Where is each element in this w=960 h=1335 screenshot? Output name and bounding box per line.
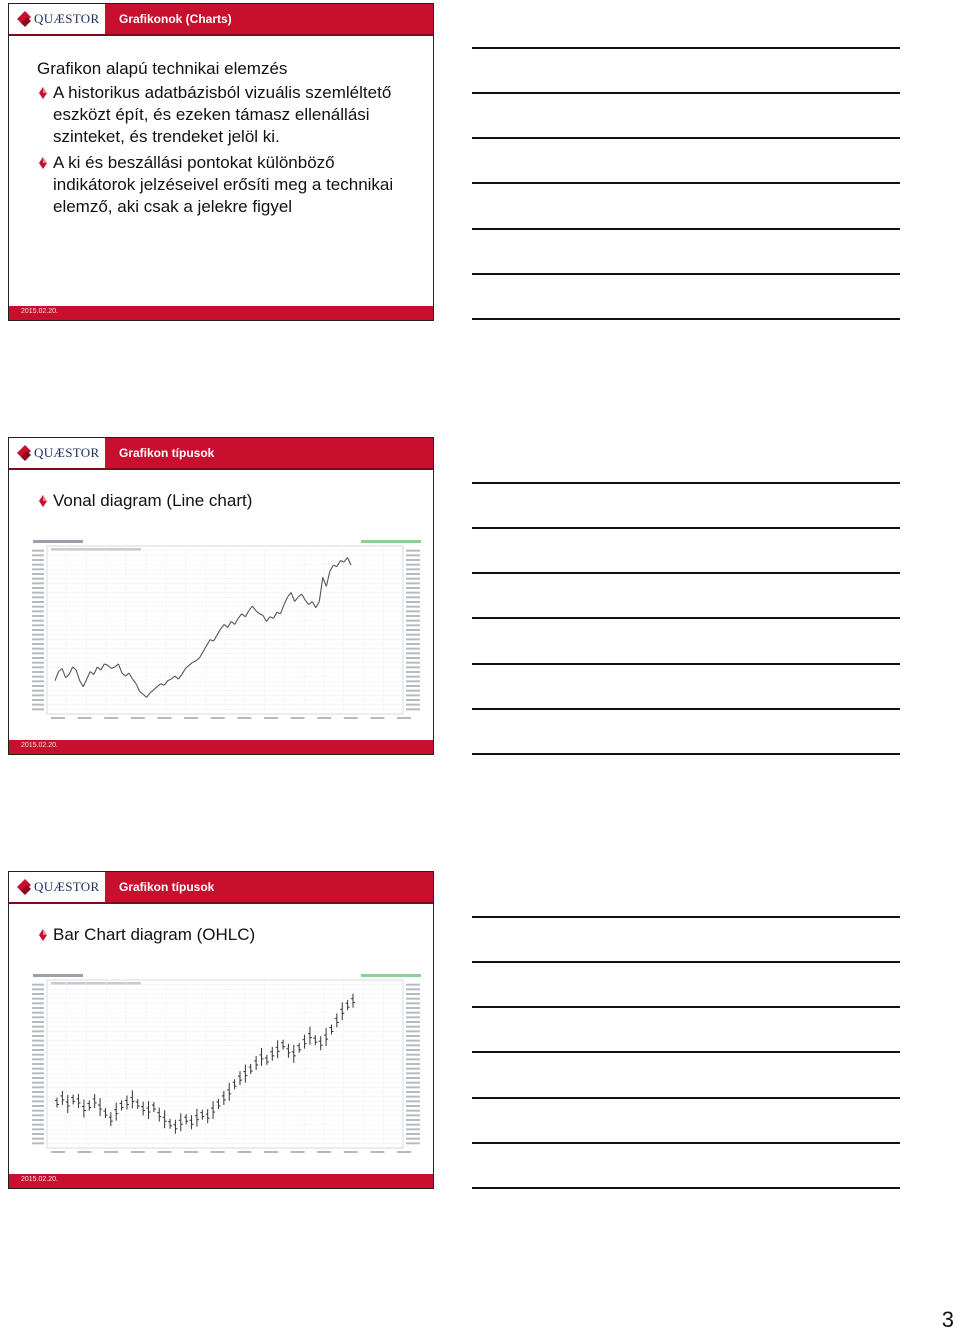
y-tick-right <box>406 634 420 636</box>
y-tick-right <box>406 984 420 986</box>
y-tick-left <box>32 629 44 631</box>
y-tick-left <box>32 568 44 570</box>
note-line <box>472 916 900 918</box>
y-tick-right <box>406 578 420 580</box>
bullet-diamond-icon <box>38 156 48 170</box>
y-tick-left <box>32 685 44 687</box>
y-tick-right <box>406 1091 420 1093</box>
slide-header <box>9 4 433 36</box>
y-tick-right <box>406 1035 420 1037</box>
y-tick-right <box>406 615 420 617</box>
y-tick-right <box>406 993 420 995</box>
y-tick-right <box>406 592 420 594</box>
y-tick-right <box>406 1142 420 1144</box>
note-line <box>472 1006 900 1008</box>
x-tick <box>131 1151 145 1153</box>
quaestor-logo <box>9 872 105 902</box>
y-tick-left <box>32 1110 44 1112</box>
slide-title: Grafikon típusok <box>119 880 215 894</box>
y-tick-left <box>32 550 44 552</box>
y-tick-left <box>32 606 44 608</box>
slide-1 <box>8 3 434 321</box>
note-line <box>472 228 900 230</box>
y-tick-left <box>32 998 44 1000</box>
bullet-text: Bar Chart diagram (OHLC) <box>53 925 256 944</box>
note-line <box>472 273 900 275</box>
y-tick-right <box>406 652 420 654</box>
note-line <box>472 708 900 710</box>
y-tick-right <box>406 1133 420 1135</box>
y-tick-left <box>32 1114 44 1116</box>
y-tick-right <box>406 638 420 640</box>
footer-date: 2015.02.20. <box>21 742 58 749</box>
y-tick-left <box>32 1133 44 1135</box>
y-tick-right <box>406 671 420 673</box>
content-heading: Grafikon alapú technikai elemzés <box>37 59 288 78</box>
note-line <box>472 182 900 184</box>
y-tick-right <box>406 1100 420 1102</box>
y-tick-left <box>32 1002 44 1004</box>
y-tick-right <box>406 666 420 668</box>
y-tick-right <box>406 1044 420 1046</box>
note-line <box>472 617 900 619</box>
y-tick-left <box>32 587 44 589</box>
y-tick-right <box>406 1110 420 1112</box>
y-tick-left <box>32 662 44 664</box>
bullet-list <box>37 82 417 222</box>
notes-lines-3 <box>472 914 902 1214</box>
x-tick <box>291 717 305 719</box>
bullet-item <box>37 82 417 148</box>
slide-2 <box>8 437 434 755</box>
y-tick-right <box>406 1030 420 1032</box>
slide-footer <box>9 1174 433 1188</box>
quaestor-logo <box>9 438 105 468</box>
note-line <box>472 482 900 484</box>
bullet-text: A ki és beszállási pontokat különböző indikátorok jelzéseivel erősíti meg a technikai elemző, aki csak a jelekre figyel <box>53 153 394 216</box>
x-tick <box>291 1151 305 1153</box>
y-tick-right <box>406 550 420 552</box>
y-tick-right <box>406 648 420 650</box>
y-tick-right <box>406 685 420 687</box>
y-tick-right <box>406 704 420 706</box>
note-line <box>472 527 900 529</box>
note-line <box>472 47 900 49</box>
y-tick-left <box>32 1072 44 1074</box>
logo-text: QUÆSTOR <box>34 879 100 894</box>
y-tick-left <box>32 1068 44 1070</box>
bullet-item <box>37 152 417 218</box>
bullet-diamond-icon <box>38 494 48 508</box>
y-tick-left <box>32 592 44 594</box>
x-tick <box>344 717 358 719</box>
y-tick-right <box>406 606 420 608</box>
y-tick-left <box>32 1044 44 1046</box>
x-tick <box>51 717 65 719</box>
y-tick-left <box>32 1030 44 1032</box>
y-tick-right <box>406 1054 420 1056</box>
y-tick-right <box>406 643 420 645</box>
y-tick-left <box>32 1058 44 1060</box>
y-tick-left <box>32 1077 44 1079</box>
y-tick-left <box>32 638 44 640</box>
y-tick-right <box>406 1016 420 1018</box>
x-tick <box>131 717 145 719</box>
y-tick-right <box>406 662 420 664</box>
x-tick <box>397 1151 411 1153</box>
y-tick-right <box>406 1007 420 1009</box>
y-tick-left <box>32 1021 44 1023</box>
chart-header-legend <box>361 540 421 543</box>
y-tick-left <box>32 554 44 556</box>
y-tick-left <box>32 708 44 710</box>
x-tick <box>157 1151 171 1153</box>
y-tick-right <box>406 624 420 626</box>
note-line <box>472 663 900 665</box>
y-tick-right <box>406 1012 420 1014</box>
note-line <box>472 318 900 320</box>
y-tick-left <box>32 559 44 561</box>
slide-footer <box>9 306 433 320</box>
y-tick-left <box>32 615 44 617</box>
slide-footer <box>9 740 433 754</box>
bullet-diamond-icon <box>38 86 48 100</box>
y-tick-right <box>406 559 420 561</box>
x-tick <box>104 1151 118 1153</box>
y-tick-left <box>32 1035 44 1037</box>
y-tick-left <box>32 1091 44 1093</box>
y-tick-left <box>32 652 44 654</box>
y-tick-left <box>32 601 44 603</box>
y-tick-right <box>406 596 420 598</box>
x-tick <box>237 1151 251 1153</box>
y-tick-left <box>32 657 44 659</box>
y-tick-left <box>32 699 44 701</box>
y-tick-right <box>406 601 420 603</box>
y-tick-right <box>406 694 420 696</box>
chart-header-legend <box>361 974 421 977</box>
y-tick-right <box>406 1124 420 1126</box>
logo-text: QUÆSTOR <box>34 11 100 26</box>
y-tick-left <box>32 1054 44 1056</box>
y-tick-right <box>406 708 420 710</box>
y-tick-left <box>32 1063 44 1065</box>
y-tick-left <box>32 564 44 566</box>
y-tick-right <box>406 1068 420 1070</box>
y-tick-left <box>32 1138 44 1140</box>
bullet-text: Vonal diagram (Line chart) <box>53 491 253 510</box>
y-tick-right <box>406 1072 420 1074</box>
y-tick-right <box>406 1058 420 1060</box>
logo-mark-icon <box>15 444 33 462</box>
y-tick-right <box>406 1040 420 1042</box>
y-tick-left <box>32 1128 44 1130</box>
y-tick-right <box>406 1021 420 1023</box>
y-tick-left <box>32 573 44 575</box>
footer-date: 2015.02.20. <box>21 308 58 315</box>
y-tick-left <box>32 1049 44 1051</box>
y-tick-left <box>32 582 44 584</box>
x-tick <box>78 1151 92 1153</box>
y-tick-left <box>32 984 44 986</box>
y-tick-right <box>406 998 420 1000</box>
chart-header-caption <box>33 974 83 977</box>
y-tick-right <box>406 582 420 584</box>
note-line <box>472 1051 900 1053</box>
y-tick-right <box>406 690 420 692</box>
y-tick-right <box>406 1096 420 1098</box>
bullet-item <box>37 490 252 512</box>
y-tick-right <box>406 1082 420 1084</box>
y-tick-right <box>406 680 420 682</box>
note-line <box>472 1142 900 1144</box>
y-tick-left <box>32 676 44 678</box>
y-tick-right <box>406 699 420 701</box>
y-tick-right <box>406 676 420 678</box>
page-number: 3 <box>941 1307 954 1332</box>
y-tick-left <box>32 643 44 645</box>
y-tick-left <box>32 704 44 706</box>
y-tick-left <box>32 1082 44 1084</box>
y-tick-right <box>406 657 420 659</box>
y-tick-right <box>406 554 420 556</box>
x-tick <box>157 717 171 719</box>
bullet-text: A historikus adatbázisból vizuális szemléltető eszközt épít, és ezeken támasz ellenállási szinteket, és trendeket jelöl ki. <box>53 83 392 146</box>
y-tick-left <box>32 1100 44 1102</box>
y-tick-left <box>32 596 44 598</box>
y-tick-right <box>406 1114 420 1116</box>
ohlc-chart <box>31 972 423 1162</box>
x-tick <box>211 717 225 719</box>
slide-header <box>9 438 433 470</box>
quaestor-logo <box>9 4 105 34</box>
y-tick-right <box>406 1119 420 1121</box>
x-tick <box>264 717 278 719</box>
y-tick-right <box>406 568 420 570</box>
bullet-diamond-icon <box>38 928 48 942</box>
x-tick <box>344 1151 358 1153</box>
y-tick-left <box>32 1096 44 1098</box>
logo-mark-icon <box>15 10 33 28</box>
bullet-item <box>37 924 255 946</box>
slide-header <box>9 872 433 904</box>
y-tick-right <box>406 1063 420 1065</box>
y-tick-left <box>32 1026 44 1028</box>
y-tick-left <box>32 993 44 995</box>
y-tick-left <box>32 988 44 990</box>
slide-3 <box>8 871 434 1189</box>
note-line <box>472 1097 900 1099</box>
y-tick-left <box>32 620 44 622</box>
y-tick-right <box>406 988 420 990</box>
x-tick <box>184 1151 198 1153</box>
note-line <box>472 572 900 574</box>
y-tick-left <box>32 666 44 668</box>
y-tick-right <box>406 1138 420 1140</box>
y-tick-right <box>406 1002 420 1004</box>
y-tick-left <box>32 1119 44 1121</box>
y-tick-right <box>406 1026 420 1028</box>
chart-header-caption <box>33 540 83 543</box>
y-tick-left <box>32 694 44 696</box>
notes-lines-1 <box>472 45 902 345</box>
x-tick <box>370 717 384 719</box>
x-tick <box>317 717 331 719</box>
x-tick <box>397 717 411 719</box>
note-line <box>472 92 900 94</box>
x-tick <box>370 1151 384 1153</box>
x-tick <box>317 1151 331 1153</box>
y-tick-right <box>406 573 420 575</box>
y-tick-left <box>32 690 44 692</box>
logo-text: QUÆSTOR <box>34 445 100 460</box>
note-line <box>472 961 900 963</box>
x-tick <box>211 1151 225 1153</box>
y-tick-left <box>32 1040 44 1042</box>
footer-date: 2015.02.20. <box>21 1176 58 1183</box>
y-tick-left <box>32 680 44 682</box>
logo-mark-icon <box>15 878 33 896</box>
y-tick-left <box>32 1142 44 1144</box>
y-tick-left <box>32 634 44 636</box>
y-tick-left <box>32 1105 44 1107</box>
y-tick-right <box>406 1128 420 1130</box>
x-tick <box>51 1151 65 1153</box>
y-tick-right <box>406 587 420 589</box>
notes-lines-2 <box>472 480 902 780</box>
x-tick <box>184 717 198 719</box>
y-tick-left <box>32 1012 44 1014</box>
y-tick-right <box>406 610 420 612</box>
x-tick <box>104 717 118 719</box>
y-tick-right <box>406 1105 420 1107</box>
slide-title: Grafikon típusok <box>119 446 215 460</box>
y-tick-left <box>32 1007 44 1009</box>
x-tick <box>78 717 92 719</box>
y-tick-left <box>32 578 44 580</box>
x-tick <box>237 717 251 719</box>
note-line <box>472 137 900 139</box>
y-tick-left <box>32 1016 44 1018</box>
y-tick-left <box>32 1086 44 1088</box>
y-tick-right <box>406 620 420 622</box>
note-line <box>472 1187 900 1189</box>
y-tick-left <box>32 671 44 673</box>
note-line <box>472 753 900 755</box>
x-tick <box>264 1151 278 1153</box>
y-tick-left <box>32 1124 44 1126</box>
y-tick-left <box>32 648 44 650</box>
line-chart <box>31 538 423 728</box>
y-tick-right <box>406 629 420 631</box>
slide-title: Grafikonok (Charts) <box>119 12 232 26</box>
y-tick-right <box>406 1086 420 1088</box>
y-tick-right <box>406 1049 420 1051</box>
y-tick-left <box>32 624 44 626</box>
y-tick-right <box>406 1077 420 1079</box>
y-tick-left <box>32 610 44 612</box>
y-tick-right <box>406 564 420 566</box>
